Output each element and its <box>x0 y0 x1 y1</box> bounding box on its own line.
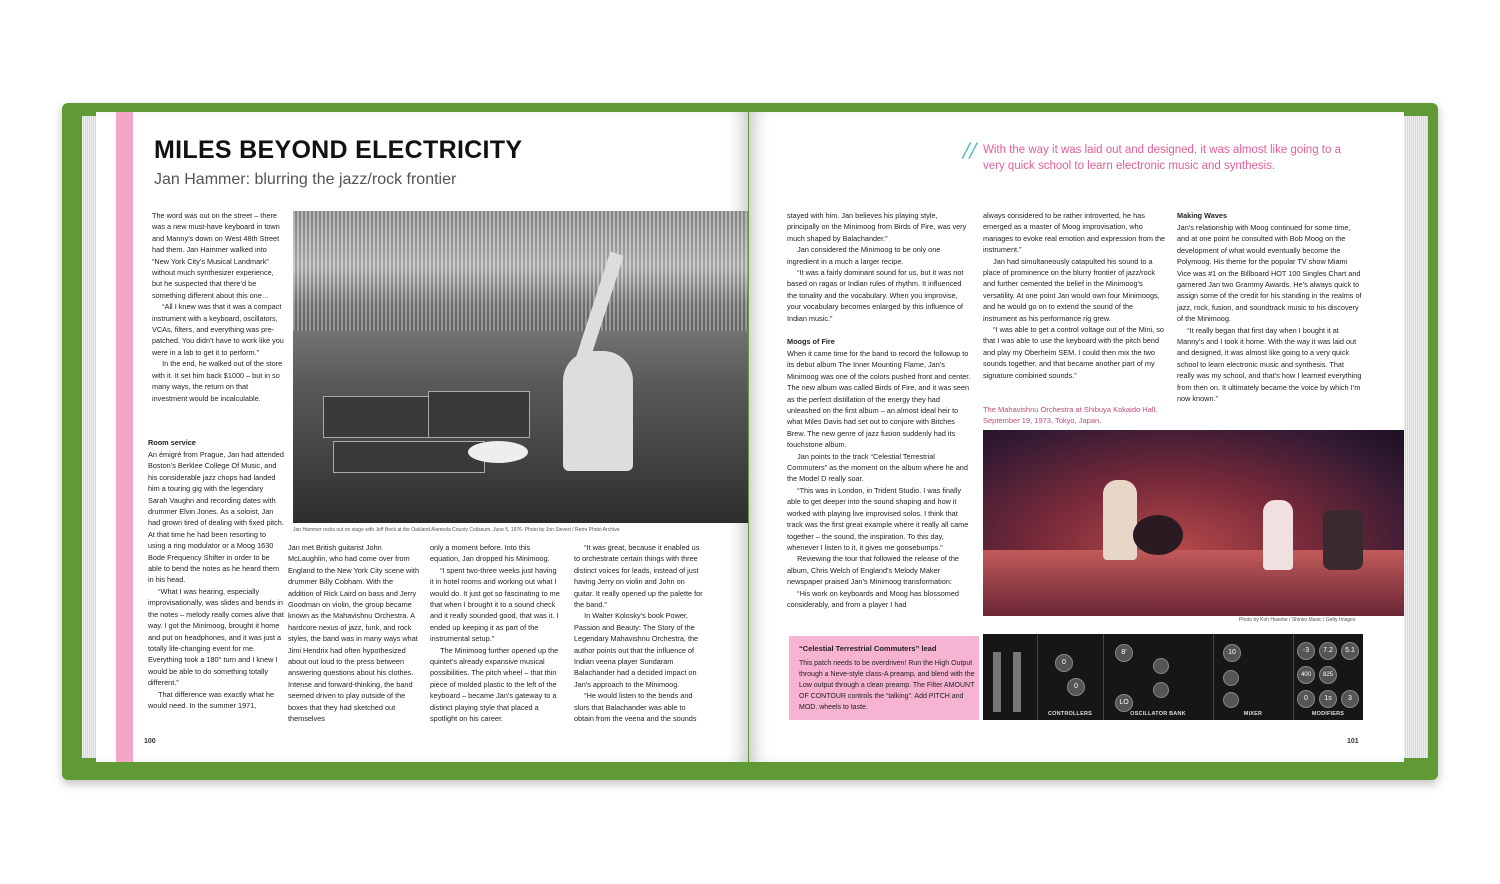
section-heading-moogs-of-fire: Moogs of Fire <box>787 337 835 346</box>
page-number-left: 100 <box>144 738 156 745</box>
right-column-2: always considered to be rather introverted, he has emerged as a master of Moog improvisation, who manages to evoke real emotion and expression from the instrument.” Jan had simultaneously catapulted his sound to a place of prominence on the blurry frontier of jazz/rock and further cemented the belief in the Minimoog’s versatility. At one point Jan would own four Minimoogs, and he would go on to extend the sound of the instrument as his performance rig grew. “I was able to get a control voltage out of the Mini, so that I was able to use the keyboard with the pitch bend and play my Oberheim SEM. I could then mix the two sounds together, and that became another part of my signature combined sounds.” <box>983 211 1166 380</box>
section-heading-room-service: Room service <box>148 438 196 447</box>
osc-lo-knob: LO <box>1115 694 1133 712</box>
photo-credit: Photo by Koh Hasebe / Shinko Music / Getty Images <box>1239 617 1356 623</box>
pitch-wheel <box>993 652 1001 712</box>
right-page <box>749 112 1404 762</box>
concert-photo-mahavishnu <box>983 430 1404 616</box>
modifier-knob-8: 3 <box>1341 690 1359 708</box>
osc-octave-knob: 8' <box>1115 644 1133 662</box>
stool <box>468 441 528 463</box>
modifier-knob-6: 0 <box>1297 690 1315 708</box>
controller-knob-2: 0 <box>1067 678 1085 696</box>
modifier-knob-2: 7.2 <box>1319 642 1337 660</box>
modifier-knob-5: 825 <box>1319 666 1337 684</box>
drum-kit <box>1133 515 1183 555</box>
quote-mark-icon: // <box>963 138 977 162</box>
right-column-1b: When it came time for the band to record the followup to its debut album The Inner Mounting Flame, Jan’s Minimoog was one of the colors pushed front and center. The new album was called Birds of Fire, and it was seen as the perfect distillation of the energy they had unleashed on the first album – an almost ideal heir to what Miles Davis had set out to conjure with Bitches Brew. The new genre of jazz fusion suddenly had its touchstone album. Jan points to the track “Celestial Terrestrial Commuters” as the moment on the album where he and the Model D really soar. “This was in London, in Trident Studio. I was finally able to get deeper into the sound shaping and how it worked with playing live improvised solos. I think that track was the first great example where it really all came together – the sound, the inspiration. To this day, whenever I listen to it, it gives me goosebumps.” Reviewing the tour that followed the release of the album, Chris Welch of England’s Melody Maker newspaper praised Jan’s Minimoog transformation: “His work on keyboards and Moog has blossomed considerably, and from a player I had <box>787 349 971 609</box>
mixer-knob-3 <box>1223 692 1239 708</box>
pull-quote: With the way it was laid out and designed, it was almost like going to a very quick school to learn electronic music and synthesis. <box>983 144 1341 172</box>
right-page-edges <box>1402 116 1428 758</box>
page-subtitle: Jan Hammer: blurring the jazz/rock frontier <box>154 171 457 188</box>
guitarist-figure <box>1103 480 1137 560</box>
left-page <box>96 112 748 762</box>
left-column-intro: The word was out on the street – there was a new must-have keyboard in town and Manny’s down on West 48th Street had them. Jan Hammer walked into “New York City’s Musical Landmark” without much synthesizer experience, but he suspected that there’d be something different about this one… “All I knew was that it was a compact instrument with a keyboard, oscillators, VCAs, filters, and everything was pre-patched. You didn’t have to work like you were in a lab to get it to perform.” In the end, he walked out of the store with it. It set him back $1000 – but in so many ways, the return on that investment would be incalculable. <box>152 211 284 403</box>
section-heading-making-waves: Making Waves <box>1177 211 1228 220</box>
modifier-knob-4: 400 <box>1297 666 1315 684</box>
patch-title: “Celestial Terrestrial Commuters” lead <box>799 644 937 653</box>
synth-rack <box>323 396 435 438</box>
page-title: MILES BEYOND ELECTRICITY <box>154 136 523 164</box>
pink-accent-bar <box>116 112 133 762</box>
modifier-knob-1: -3 <box>1297 642 1315 660</box>
modifier-knob-7: 1s <box>1319 690 1337 708</box>
left-column-3: only a moment before. Into this equation, Jan dropped his Minimoog. “I spent two-three weeks just having it in hotel rooms and working out what I would do. It just got so fascinating to me that when I brought it to a sound check and it really sounded good, that was it. I ended up keeping it as part of the instrumental setup.” The Minimoog further opened up the quintet’s already expansive musical possibilities. The pitch wheel – that thin piece of molded plastic to the left of the keyboard – became Jan’s gateway to a distinct playing style that placed a spotlight on his career. <box>430 543 560 724</box>
photo-caption-right: The Mahavishnu Orchestra at Shibuya Kokaido Hall, September 19, 1973, Tokyo, Japan. <box>983 405 1158 425</box>
panel-mixer <box>1213 634 1294 720</box>
section-label-oscillator-bank: OSCILLATOR BANK <box>1130 711 1186 717</box>
keyboard <box>333 441 485 473</box>
section-label-mixer: MIXER <box>1243 711 1263 717</box>
panel-modifiers <box>1293 634 1363 720</box>
crowd-texture <box>293 211 748 331</box>
mixer-knob-2 <box>1223 670 1239 686</box>
synth-rack-2 <box>428 391 530 438</box>
keyboardist-figure <box>1323 510 1363 570</box>
patch-box <box>789 636 979 720</box>
panel-wheels <box>983 634 1038 720</box>
section-label-controllers: CONTROLLERS <box>1047 711 1093 717</box>
page-number-right: 101 <box>1347 738 1359 745</box>
osc-knob-2 <box>1153 658 1169 674</box>
section-label-modifiers: MODIFIERS <box>1311 711 1345 717</box>
left-column-4: “It was great, because it enabled us to orchestrate certain things with three distinct voices for leads, instead of just having Jerry on violin and John on guitar. It really opened up the palette for the band.” In Walter Kolosky’s book Power, Passion and Beauty: The Story of the Legendary Mahavishnu Orchestra, the author points out that the influence of Indian veena player Sundaram Balachander had a decided impact on Jan’s approach to the Minimoog. “He would listen to the bends and slurs that Balachander was able to obtain from the veena and the sounds <box>574 543 703 724</box>
left-column-2: Jan met British guitarist John McLaughlin, who had come over from England to the New York City scene with drummer Billy Cobham. With the addition of Rick Laird on bass and Jerry Goodman on violin, the group became known as the Mahavishnu Orchestra. A hardcore nexus of jazz, funk, and rock styles, the band was in many ways what Jimi Hendrix had often hypothesized about out loud to the press between answering questions about his clothes. Intense and forward-thinking, the band seemed driven to play outside of the boxes that they had sketched out themselves <box>288 543 422 724</box>
modifier-knob-3: 5.1 <box>1341 642 1359 660</box>
minimoog-panel-diagram <box>983 634 1363 720</box>
right-column-1a: stayed with him. Jan believes his playing style, principally on the Minimoog from Birds of Fire, was very much shaped by Balachander.” Jan considered the Minimoog to be only one ingredient in a much a larger recipe. “It was a fairly dominant sound for us, but it was not based on ragas or Indian rules of rhythm. It influenced the tonality and the vocabulary. When you improvise, your vocabulary becomes enlarged by this influence of Indian music.” <box>787 211 967 323</box>
player-figure <box>563 351 633 471</box>
left-column-body: An émigré from Prague, Jan had attended Boston’s Berklee College Of Music, and his considerable jazz chops had landed him a touring gig with the legendary Sarah Vaughn and recording dates with drummer Elvin Jones. As a soloist, Jan had grown tired of dealing with fixed pitch. At that time he had been resorting to using a ring modulator or a Moog 1630 Bode Frequency Shifter in order to be able to bend the notes as he heard them in his head. “What I was hearing, especially improvisationally, was slides and bends in the notes – melody really comes alive that way. I got the Minimoog, brought it home and put on headphones, and it was just a totally life-changing event for me. Everything took a 180° turn and I knew I would be able to do something totally different.” That difference was exactly what he would need. In the summer 1971, <box>148 450 284 710</box>
right-column-3: Jan’s relationship with Moog continued for some time, and at one point he consulted with Bob Moog on the development of what would eventually become the Polymoog. His theme for the popular TV show Miami Vice was #1 on the Billboard HOT 100 Singles Chart and garnered Jan two Grammy Awards. He’s always quick to assign some of the credit for his standing in the realms of jazz, rock, fusion, and soundtrack music to his discovery of the Minimoog. “It really began that first day when I bought it at Manny’s and I took it home. With the way it was laid out and designed, it was almost like going to a very quick school to learn electronic music and synthesis. That really was my school, and that’s how I learned everything from then on. It ultimately became the voice by which I’m now known.” <box>1177 223 1362 404</box>
mixer-volume-knob: 10 <box>1223 644 1241 662</box>
osc-knob-3 <box>1153 682 1169 698</box>
violinist-figure <box>1263 500 1293 570</box>
panel-controllers <box>1037 634 1104 720</box>
concert-photo-jan-hammer <box>293 211 748 523</box>
panel-oscillator-bank <box>1103 634 1214 720</box>
patch-text: This patch needs to be overdriven! Run the High Output through a Neve-style class-A preamp, and blend with the Low output through a clean preamp. The Filter AMOUNT OF CONTOUR controls the “talking”. Add PITCH and MOD. wheels to taste. <box>799 660 975 711</box>
controller-knob-1: 0 <box>1055 654 1073 672</box>
mod-wheel <box>1013 652 1021 712</box>
photo-caption: Jan Hammer rocks out on stage with Jeff Beck at the Oakland Alameda County Coliseum, June 5, 1976. Photo by Jon Sievert / Retro Photo Archive <box>293 527 620 533</box>
